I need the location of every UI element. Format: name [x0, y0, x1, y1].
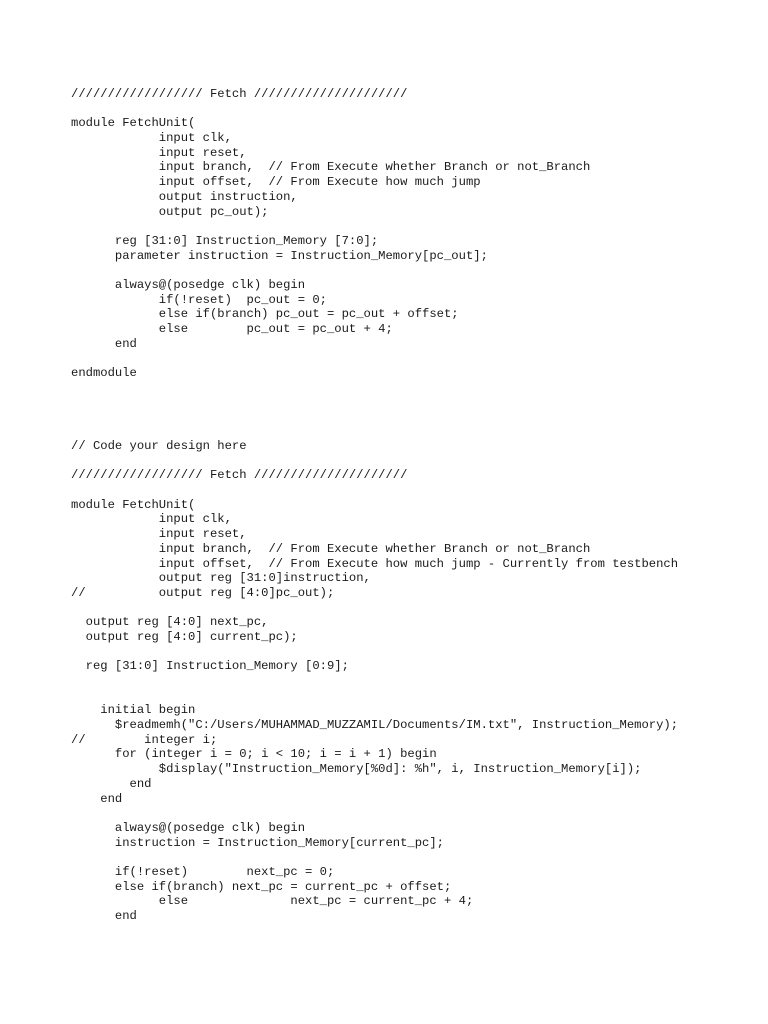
code-line: if(!reset) pc_out = 0; [71, 292, 327, 307]
code-line: input offset, // From Execute how much jump - Currently from testbench [71, 556, 679, 571]
code-line [71, 601, 678, 616]
code-line: // output reg [4:0]pc_out); [71, 585, 335, 600]
code-line: end [71, 909, 137, 923]
code-line: endmodule [71, 366, 137, 381]
code-line: input branch, // From Execute whether Branch or not_Branch [71, 160, 591, 175]
code-line: input offset, // From Execute how much jump [71, 175, 481, 190]
code-line [71, 454, 678, 469]
code-line: if(!reset) next_pc = 0; [71, 864, 335, 879]
code-line: input branch, // From Execute whether Branch or not_Branch [71, 541, 591, 556]
code-line: ////////////////// Fetch ///////////////////// [71, 468, 408, 483]
code-line [71, 645, 678, 660]
code-line: input reset, [71, 145, 247, 160]
code-line: module FetchUnit( [71, 497, 196, 512]
code-line: always@(posedge clk) begin [71, 277, 306, 292]
code-line: output pc_out); [71, 204, 269, 219]
code-line [71, 351, 590, 366]
code-line: output reg [4:0] current_pc); [71, 629, 298, 644]
code-line [71, 850, 678, 865]
code-line: $display("Instruction_Memory[%0d]: %h", i, Instruction_Memory[i]); [71, 762, 642, 777]
code-line [71, 689, 678, 704]
code-line: end [71, 776, 152, 791]
code-line: // integer i; [71, 732, 218, 747]
code-line: always@(posedge clk) begin [71, 820, 306, 835]
code-line: else if(branch) pc_out = pc_out + offset; [71, 307, 459, 322]
code-line: parameter instruction = Instruction_Memory[pc_out]; [71, 248, 488, 263]
code-line: instruction = Instruction_Memory[current_pc]; [71, 835, 444, 850]
code-line: reg [31:0] Instruction_Memory [0:9]; [71, 659, 349, 674]
code-line: reg [31:0] Instruction_Memory [7:0]; [71, 233, 379, 248]
code-line: output instruction, [71, 189, 298, 204]
code-line: input reset, [71, 527, 247, 542]
code-block-fetch-unit-v1 [71, 87, 590, 381]
code-line [71, 263, 590, 278]
code-line [71, 102, 590, 117]
code-line: output reg [4:0] next_pc, [71, 615, 269, 630]
code-line: // Code your design here [71, 439, 247, 453]
code-line: end [71, 791, 123, 806]
code-line [71, 219, 590, 234]
code-line: end [71, 336, 137, 351]
code-line: initial begin [71, 703, 196, 718]
code-line: ////////////////// Fetch ///////////////////// [71, 87, 408, 101]
code-line: module FetchUnit( [71, 116, 196, 131]
code-line: output reg [31:0]instruction, [71, 571, 371, 586]
code-line: else if(branch) next_pc = current_pc + offset; [71, 879, 452, 894]
code-line: else pc_out = pc_out + 4; [71, 322, 393, 336]
code-line: input clk, [71, 512, 232, 527]
code-line [71, 806, 678, 821]
code-line: input clk, [71, 131, 232, 146]
code-line: for (integer i = 0; i < 10; i = i + 1) begin [71, 747, 437, 762]
code-line: $readmemh("C:/Users/MUHAMMAD_MUZZAMIL/Documents/IM.txt", Instruction_Memory); [71, 718, 679, 733]
code-line [71, 674, 678, 689]
code-line [71, 483, 678, 498]
code-block-fetch-unit-v2 [71, 439, 678, 924]
code-line: else next_pc = current_pc + 4; [71, 894, 474, 909]
